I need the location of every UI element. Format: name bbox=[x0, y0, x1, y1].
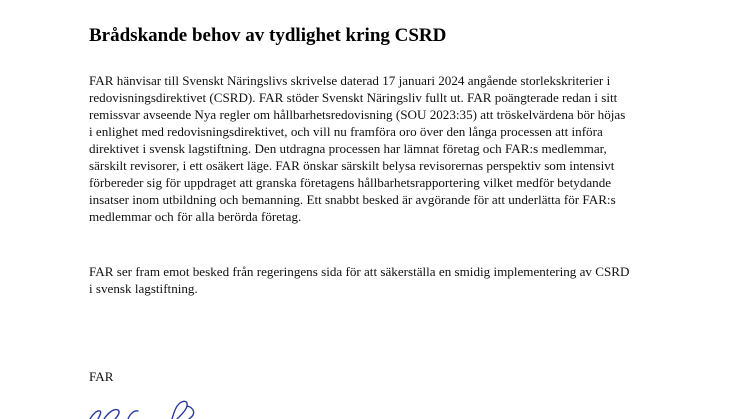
sender-name: FAR bbox=[89, 369, 114, 384]
handwritten-signature bbox=[84, 398, 214, 419]
paragraph-line: direktivet i svensk lagstiftning. Den utdragna processen har lämnat företag och FAR:s medlemmar, bbox=[89, 141, 607, 156]
paragraph-line: medlemmar och för alla berörda företag. bbox=[89, 209, 302, 224]
body-paragraph-2 bbox=[89, 263, 679, 297]
paragraph-line: insatser inom utbildning och bemanning. Ett snabbt besked är avgörande för att underlätta för FAR:s bbox=[89, 192, 616, 207]
paragraph-line: i enlighet med redovisningsdirektivet, och vill nu framföra oro över den långa processen att införa bbox=[89, 124, 603, 139]
paragraph-line: redovisningsdirektivet (CSRD). FAR stöder Svenskt Näringsliv fullt ut. FAR poängterade redan i sitt bbox=[89, 90, 618, 105]
paragraph-line: särskilt revisorer, i ett osäkert läge. FAR önskar särskilt belysa revisorernas perspektiv som intensivt bbox=[89, 158, 615, 173]
body-paragraph-1 bbox=[89, 72, 679, 225]
signature-drawing bbox=[84, 398, 214, 419]
paragraph-line: i svensk lagstiftning. bbox=[89, 281, 198, 296]
paragraph-line: remissvar avseende Nya regler om hållbarhetsredovisning (SOU 2023:35) att tröskelvärdena bör höjas bbox=[89, 107, 626, 122]
paragraph-line: FAR hänvisar till Svenskt Näringslivs skrivelse daterad 17 januari 2024 angående storlekskriterier i bbox=[89, 73, 611, 88]
document-title: Brådskande behov av tydlighet kring CSRD bbox=[89, 25, 447, 46]
paragraph-line: FAR ser fram emot besked från regeringens sida för att säkerställa en smidig implementering av CSRD bbox=[89, 264, 630, 279]
paragraph-line: förbereder sig för uppdraget att granska företagens hållbarhetsrapportering vilket medför betydande bbox=[89, 175, 612, 190]
